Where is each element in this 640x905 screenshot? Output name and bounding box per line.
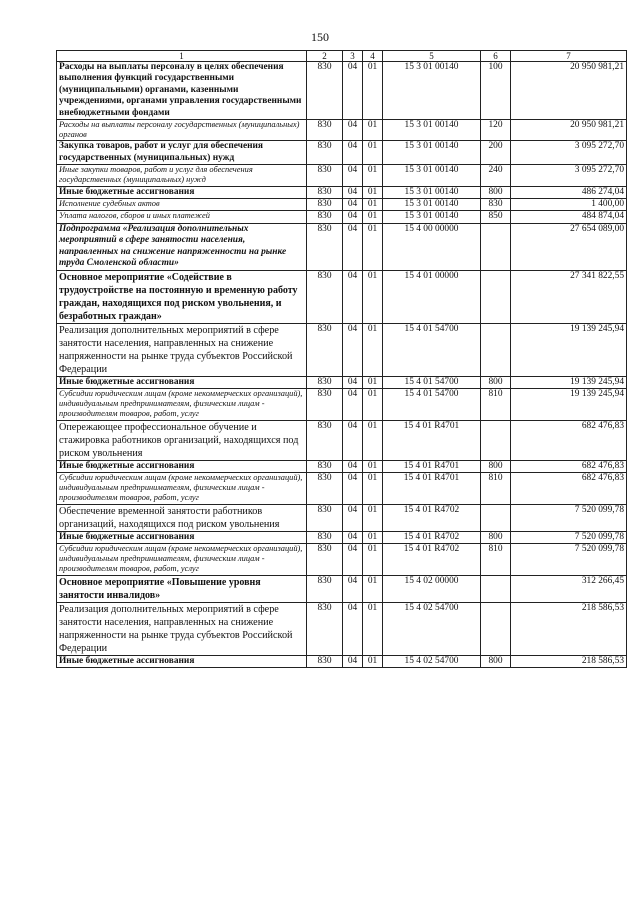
expense-type-code	[481, 504, 511, 531]
section-code: 04	[343, 602, 363, 655]
target-article-code: 15 4 02 54700	[383, 602, 481, 655]
expense-name: Реализация дополнительных мероприятий в сфере занятости населения, направленных на снижение напряженности на рынке труда субъектов Российской Федерации	[57, 602, 307, 655]
ministry-code: 830	[307, 62, 343, 120]
expense-name: Реализация дополнительных мероприятий в сфере занятости населения, направленных на снижение напряженности на рынке труда субъектов Российской Федерации	[57, 323, 307, 376]
section-code: 04	[343, 199, 363, 211]
target-article-code: 15 3 01 00140	[383, 186, 481, 198]
expense-name: Уплата налогов, сборов и иных платежей	[57, 211, 307, 223]
target-article-code: 15 3 01 00140	[383, 165, 481, 186]
subsection-code: 01	[363, 531, 383, 543]
section-code: 04	[343, 575, 363, 602]
section-code: 04	[343, 543, 363, 575]
amount: 486 274,04	[511, 186, 627, 198]
target-article-code: 15 4 01 R4702	[383, 543, 481, 575]
expense-type-code: 830	[481, 199, 511, 211]
amount: 19 139 245,94	[511, 388, 627, 420]
target-article-code: 15 3 01 00140	[383, 62, 481, 120]
expense-name: Основное мероприятие «Содействие в трудоустройстве на постоянную и временную работу граждан, находящихся под риском увольнения, и безработных граждан»	[57, 270, 307, 323]
table-row	[57, 270, 627, 323]
table-row	[57, 223, 627, 270]
target-article-code: 15 4 01 54700	[383, 376, 481, 388]
ministry-code: 830	[307, 388, 343, 420]
target-article-code: 15 3 01 00140	[383, 141, 481, 165]
amount: 7 520 099,78	[511, 531, 627, 543]
table-row	[57, 543, 627, 575]
target-article-code: 15 4 01 R4701	[383, 420, 481, 460]
expense-type-code: 120	[481, 120, 511, 141]
expense-name: Иные бюджетные ассигнования	[57, 186, 307, 198]
section-code: 04	[343, 211, 363, 223]
amount: 3 095 272,70	[511, 141, 627, 165]
ministry-code: 830	[307, 420, 343, 460]
column-header: 5	[383, 51, 481, 62]
subsection-code: 01	[363, 460, 383, 472]
column-header: 1	[57, 51, 307, 62]
expense-name: Субсидии юридическим лицам (кроме некоммерческих организаций), индивидуальным предпринимателям, физическим лицам - производителям товаров, работ, услуг	[57, 543, 307, 575]
target-article-code: 15 4 01 R4701	[383, 460, 481, 472]
ministry-code: 830	[307, 211, 343, 223]
amount: 20 950 981,21	[511, 120, 627, 141]
ministry-code: 830	[307, 141, 343, 165]
ministry-code: 830	[307, 472, 343, 504]
amount: 7 520 099,78	[511, 504, 627, 531]
expense-name: Субсидии юридическим лицам (кроме некоммерческих организаций), индивидуальным предпринимателям, физическим лицам - производителям товаров, работ, услуг	[57, 388, 307, 420]
subsection-code: 01	[363, 199, 383, 211]
amount: 682 476,83	[511, 420, 627, 460]
table-row	[57, 165, 627, 186]
table-row	[57, 575, 627, 602]
table-row	[57, 655, 627, 667]
table-row	[57, 141, 627, 165]
section-code: 04	[343, 62, 363, 120]
subsection-code: 01	[363, 223, 383, 270]
expense-name: Опережающее профессиональное обучение и стажировка работников организаций, находящихся под риском увольнения	[57, 420, 307, 460]
amount: 3 095 272,70	[511, 165, 627, 186]
table-row	[57, 120, 627, 141]
table-row	[57, 531, 627, 543]
ministry-code: 830	[307, 199, 343, 211]
expense-type-code	[481, 420, 511, 460]
amount: 19 139 245,94	[511, 323, 627, 376]
amount: 218 586,53	[511, 602, 627, 655]
subsection-code: 01	[363, 472, 383, 504]
expense-name: Субсидии юридическим лицам (кроме некоммерческих организаций), индивидуальным предпринимателям, физическим лицам - производителям товаров, работ, услуг	[57, 472, 307, 504]
subsection-code: 01	[363, 575, 383, 602]
column-header: 4	[363, 51, 383, 62]
subsection-code: 01	[363, 62, 383, 120]
subsection-code: 01	[363, 165, 383, 186]
amount: 218 586,53	[511, 655, 627, 667]
ministry-code: 830	[307, 186, 343, 198]
table-row	[57, 62, 627, 120]
expense-name: Иные бюджетные ассигнования	[57, 376, 307, 388]
subsection-code: 01	[363, 655, 383, 667]
expense-type-code: 810	[481, 472, 511, 504]
expense-type-code	[481, 602, 511, 655]
subsection-code: 01	[363, 120, 383, 141]
target-article-code: 15 4 01 54700	[383, 323, 481, 376]
amount: 27 654 089,00	[511, 223, 627, 270]
amount: 312 266,45	[511, 575, 627, 602]
section-code: 04	[343, 460, 363, 472]
amount: 20 950 981,21	[511, 62, 627, 120]
target-article-code: 15 3 01 00140	[383, 120, 481, 141]
amount: 682 476,83	[511, 472, 627, 504]
expense-type-code: 850	[481, 211, 511, 223]
subsection-code: 01	[363, 602, 383, 655]
subsection-code: 01	[363, 376, 383, 388]
expense-type-code	[481, 575, 511, 602]
column-header: 6	[481, 51, 511, 62]
section-code: 04	[343, 165, 363, 186]
subsection-code: 01	[363, 211, 383, 223]
section-code: 04	[343, 120, 363, 141]
column-number-row	[57, 51, 627, 62]
table-row	[57, 323, 627, 376]
subsection-code: 01	[363, 186, 383, 198]
expense-type-code: 800	[481, 655, 511, 667]
expense-name: Иные бюджетные ассигнования	[57, 531, 307, 543]
subsection-code: 01	[363, 323, 383, 376]
ministry-code: 830	[307, 575, 343, 602]
target-article-code: 15 3 01 00140	[383, 199, 481, 211]
section-code: 04	[343, 420, 363, 460]
amount: 7 520 099,78	[511, 543, 627, 575]
amount: 27 341 822,55	[511, 270, 627, 323]
target-article-code: 15 4 02 00000	[383, 575, 481, 602]
table-row	[57, 376, 627, 388]
amount: 484 874,04	[511, 211, 627, 223]
budget-table	[56, 50, 627, 668]
expense-name: Иные закупки товаров, работ и услуг для обеспечения государственных (муниципальных) нужд	[57, 165, 307, 186]
table-row	[57, 199, 627, 211]
target-article-code: 15 3 01 00140	[383, 211, 481, 223]
ministry-code: 830	[307, 602, 343, 655]
subsection-code: 01	[363, 420, 383, 460]
ministry-code: 830	[307, 120, 343, 141]
expense-type-code	[481, 323, 511, 376]
expense-name: Расходы на выплаты персоналу государственных (муниципальных) органов	[57, 120, 307, 141]
section-code: 04	[343, 504, 363, 531]
table-row	[57, 420, 627, 460]
section-code: 04	[343, 141, 363, 165]
expense-name: Исполнение судебных актов	[57, 199, 307, 211]
expense-type-code: 810	[481, 388, 511, 420]
expense-type-code: 800	[481, 376, 511, 388]
expense-name: Закупка товаров, работ и услуг для обеспечения государственных (муниципальных) нужд	[57, 141, 307, 165]
expense-name: Расходы на выплаты персоналу в целях обеспечения выполнения функций государственными (муниципальными) органами, казенными учреждениями, органами управления государственными внебюджетными фондами	[57, 62, 307, 120]
ministry-code: 830	[307, 543, 343, 575]
subsection-code: 01	[363, 141, 383, 165]
section-code: 04	[343, 186, 363, 198]
ministry-code: 830	[307, 165, 343, 186]
table-row	[57, 602, 627, 655]
target-article-code: 15 4 01 R4701	[383, 472, 481, 504]
expense-type-code	[481, 223, 511, 270]
table-row	[57, 186, 627, 198]
expense-type-code: 800	[481, 531, 511, 543]
section-code: 04	[343, 270, 363, 323]
column-header: 2	[307, 51, 343, 62]
expense-type-code: 200	[481, 141, 511, 165]
target-article-code: 15 4 00 00000	[383, 223, 481, 270]
ministry-code: 830	[307, 270, 343, 323]
table-row	[57, 504, 627, 531]
subsection-code: 01	[363, 543, 383, 575]
column-header: 3	[343, 51, 363, 62]
ministry-code: 830	[307, 223, 343, 270]
table-row	[57, 211, 627, 223]
target-article-code: 15 4 01 00000	[383, 270, 481, 323]
ministry-code: 830	[307, 323, 343, 376]
target-article-code: 15 4 01 R4702	[383, 504, 481, 531]
column-header: 7	[511, 51, 627, 62]
amount: 682 476,83	[511, 460, 627, 472]
table-row	[57, 388, 627, 420]
expense-type-code	[481, 270, 511, 323]
section-code: 04	[343, 655, 363, 667]
subsection-code: 01	[363, 504, 383, 531]
section-code: 04	[343, 531, 363, 543]
target-article-code: 15 4 02 54700	[383, 655, 481, 667]
expense-name: Иные бюджетные ассигнования	[57, 655, 307, 667]
ministry-code: 830	[307, 531, 343, 543]
table-row	[57, 460, 627, 472]
ministry-code: 830	[307, 655, 343, 667]
target-article-code: 15 4 01 R4702	[383, 531, 481, 543]
ministry-code: 830	[307, 504, 343, 531]
expense-type-code: 810	[481, 543, 511, 575]
table-row	[57, 472, 627, 504]
page-number: 150	[311, 30, 329, 44]
amount: 19 139 245,94	[511, 376, 627, 388]
section-code: 04	[343, 388, 363, 420]
expense-name: Иные бюджетные ассигнования	[57, 460, 307, 472]
expense-type-code: 100	[481, 62, 511, 120]
ministry-code: 830	[307, 376, 343, 388]
section-code: 04	[343, 376, 363, 388]
section-code: 04	[343, 472, 363, 504]
subsection-code: 01	[363, 388, 383, 420]
expense-type-code: 800	[481, 186, 511, 198]
section-code: 04	[343, 323, 363, 376]
amount: 1 400,00	[511, 199, 627, 211]
expense-name: Подпрограмма «Реализация дополнительных мероприятий в сфере занятости населения, направленных на снижение напряженности на рынке труда Смоленской области»	[57, 223, 307, 270]
expense-name: Обеспечение временной занятости работников организаций, находящихся под риском увольнения	[57, 504, 307, 531]
section-code: 04	[343, 223, 363, 270]
ministry-code: 830	[307, 460, 343, 472]
expense-type-code: 800	[481, 460, 511, 472]
expense-name: Основное мероприятие «Повышение уровня занятости инвалидов»	[57, 575, 307, 602]
subsection-code: 01	[363, 270, 383, 323]
target-article-code: 15 4 01 54700	[383, 388, 481, 420]
expense-type-code: 240	[481, 165, 511, 186]
